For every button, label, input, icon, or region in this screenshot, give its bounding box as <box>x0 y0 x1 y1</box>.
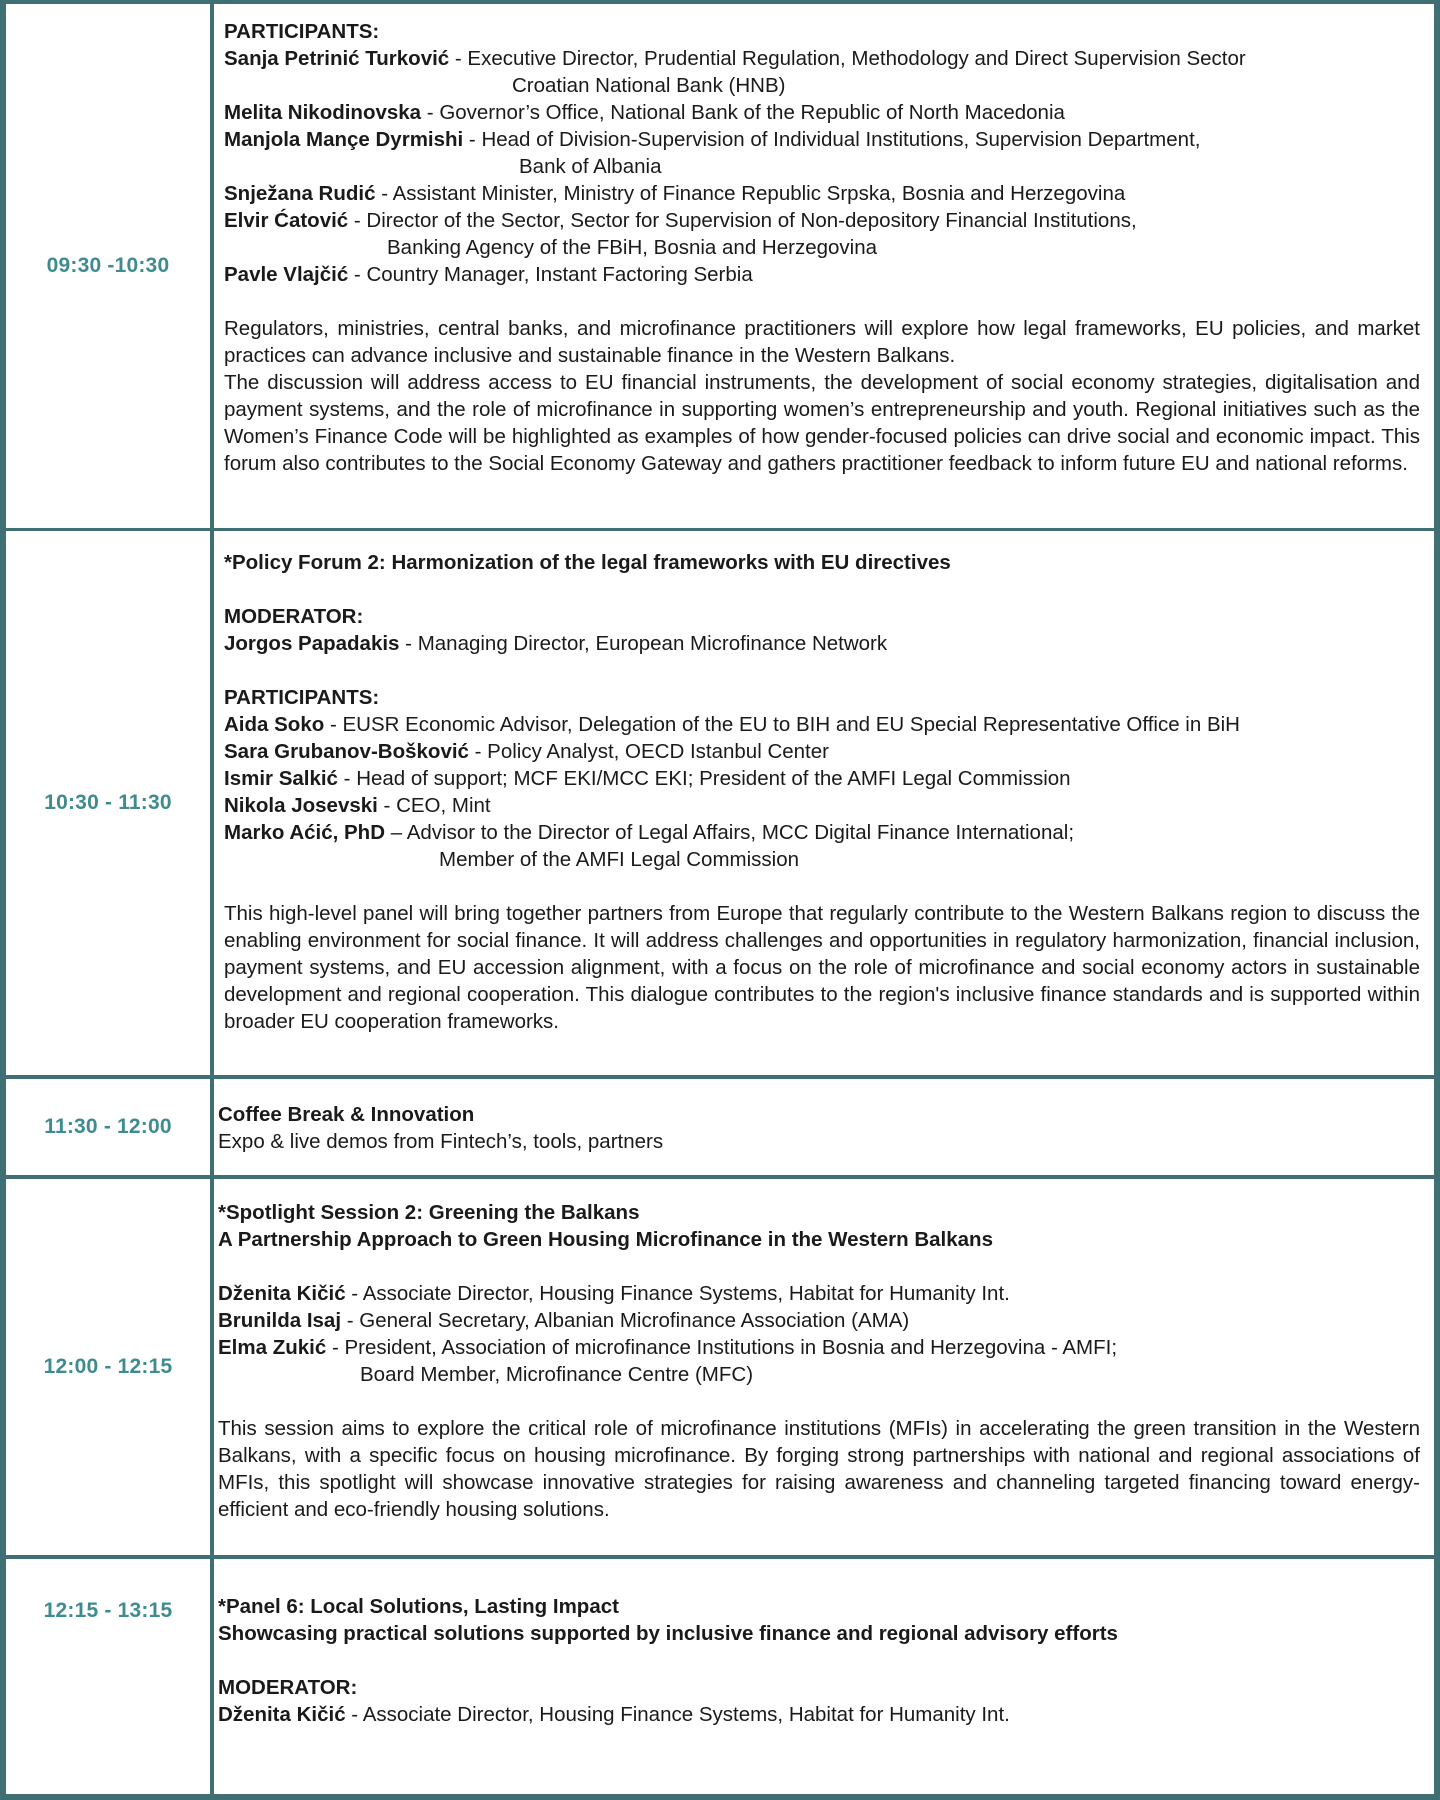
session-time: 10:30 - 11:30 <box>44 791 172 814</box>
participant: Melita Nikodinovska - Governor’s Office, National Bank of the Republic of North Macedonia <box>224 101 1065 124</box>
session-subtitle: Showcasing practical solutions supported by inclusive finance and regional advisory efforts <box>218 1622 1118 1645</box>
participant-role-continued: Croatian National Bank (HNB) <box>512 74 786 97</box>
session-row <box>6 531 1434 1075</box>
session-description: The discussion will address access to EU financial instruments, the development of social economy strategies, digitalisation and payment systems, and the role of microfinance in supporting women’s entrepreneurship and youth. Regional initiatives such as the Women’s Finance Code will be highlighted as examples of how gender-focused policies can drive social and economic impact. This forum also contributes to the Social Economy Gateway and gathers practitioner feedback to inform future EU and national reforms. <box>224 371 1420 475</box>
participant: Elma Zukić - President, Association of microfinance Institutions in Bosnia and Herzegovina - AMFI; <box>218 1336 1118 1359</box>
moderator: Dženita Kičić - Associate Director, Housing Finance Systems, Habitat for Humanity Int. <box>218 1703 1010 1726</box>
session-row <box>6 1179 1434 1555</box>
moderator: Jorgos Papadakis - Managing Director, European Microfinance Network <box>224 632 888 655</box>
session-content <box>224 549 1420 1075</box>
participant: Sara Grubanov-Bošković - Policy Analyst, OECD Istanbul Center <box>224 740 829 763</box>
session-content <box>218 1101 1420 1175</box>
session-subtitle: Expo & live demos from Fintech’s, tools, partners <box>218 1130 664 1153</box>
participants-label: PARTICIPANTS: <box>224 686 380 709</box>
session-title: Coffee Break & Innovation <box>218 1103 475 1126</box>
session-time: 11:30 - 12:00 <box>44 1115 172 1138</box>
session-time: 12:15 - 13:15 <box>43 1599 173 1622</box>
session-row <box>6 1559 1434 1794</box>
session-title: *Panel 6: Local Solutions, Lasting Impact <box>218 1595 619 1618</box>
session-subtitle: A Partnership Approach to Green Housing Microfinance in the Western Balkans <box>218 1228 993 1251</box>
participant: Nikola Josevski - CEO, Mint <box>224 794 491 817</box>
participant: Brunilda Isaj - General Secretary, Albanian Microfinance Association (AMA) <box>218 1309 910 1332</box>
column-divider <box>210 4 214 528</box>
moderator-label: MODERATOR: <box>218 1676 358 1699</box>
participants-label: PARTICIPANTS: <box>224 20 380 43</box>
column-divider <box>210 1179 214 1555</box>
session-content <box>218 1593 1420 1794</box>
participant-role-continued: Banking Agency of the FBiH, Bosnia and Herzegovina <box>387 236 878 259</box>
participant-role-continued: Member of the AMFI Legal Commission <box>439 848 800 871</box>
participant: Pavle Vlajčić - Country Manager, Instant Factoring Serbia <box>224 263 753 286</box>
participant: Sanja Petrinić Turković - Executive Director, Prudential Regulation, Methodology and Direct Supervision Sector <box>224 47 1246 70</box>
participant-role-continued: Board Member, Microfinance Centre (MFC) <box>360 1363 754 1386</box>
session-time: 12:00 - 12:15 <box>43 1355 173 1378</box>
session-description: This high-level panel will bring together partners from Europe that regularly contribute to the Western Balkans region to discuss the enabling environment for social finance. It will address challenges and opportunities in regulatory harmonization, financial inclusion, payment systems, and EU accession alignment, with a focus on the role of microfinance and social economy actors in sustainable development and regional cooperation. This dialogue contributes to the region's inclusive finance standards and is supported within broader EU cooperation frameworks. <box>224 902 1420 1033</box>
session-row <box>6 1079 1434 1175</box>
session-title: *Policy Forum 2: Harmonization of the legal frameworks with EU directives <box>224 551 951 574</box>
column-divider <box>210 531 214 1075</box>
session-time: 09:30 -10:30 <box>46 254 170 277</box>
session-row <box>6 4 1434 528</box>
participant: Snježana Rudić - Assistant Minister, Ministry of Finance Republic Srpska, Bosnia and Herzegovina <box>224 182 1126 205</box>
participant: Dženita Kičić - Associate Director, Housing Finance Systems, Habitat for Humanity Int. <box>218 1282 1010 1305</box>
session-content <box>224 18 1420 528</box>
participant: Aida Soko - EUSR Economic Advisor, Delegation of the EU to BIH and EU Special Representative Office in BiH <box>224 713 1240 736</box>
session-description: This session aims to explore the critical role of microfinance institutions (MFIs) in accelerating the green transition in the Western Balkans, with a specific focus on housing microfinance. By forging strong partnerships with national and regional associations of MFIs, this spotlight will showcase innovative strategies for raising awareness and channeling targeted financing toward energy-efficient and eco-friendly housing solutions. <box>218 1417 1420 1521</box>
session-description: Regulators, ministries, central banks, and microfinance practitioners will explore how legal frameworks, EU policies, and market practices can advance inclusive and sustainable finance in the Western Balkans. <box>224 317 1420 367</box>
column-divider <box>210 1079 214 1175</box>
participant: Manjola Mançe Dyrmishi - Head of Division-Supervision of Individual Institutions, Supervision Department, <box>224 128 1201 151</box>
participant: Marko Aćić, PhD – Advisor to the Director of Legal Affairs, MCC Digital Finance International; <box>224 821 1075 844</box>
column-divider <box>210 1559 214 1794</box>
participant-role-continued: Bank of Albania <box>519 155 662 178</box>
session-title: *Spotlight Session 2: Greening the Balkans <box>218 1201 640 1224</box>
participant: Elvir Ćatović - Director of the Sector, Sector for Supervision of Non-depository Financial Institutions, <box>224 209 1137 232</box>
participant: Ismir Salkić - Head of support; MCF EKI/MCC EKI; President of the AMFI Legal Commission <box>224 767 1071 790</box>
session-content <box>218 1199 1420 1555</box>
moderator-label: MODERATOR: <box>224 605 364 628</box>
